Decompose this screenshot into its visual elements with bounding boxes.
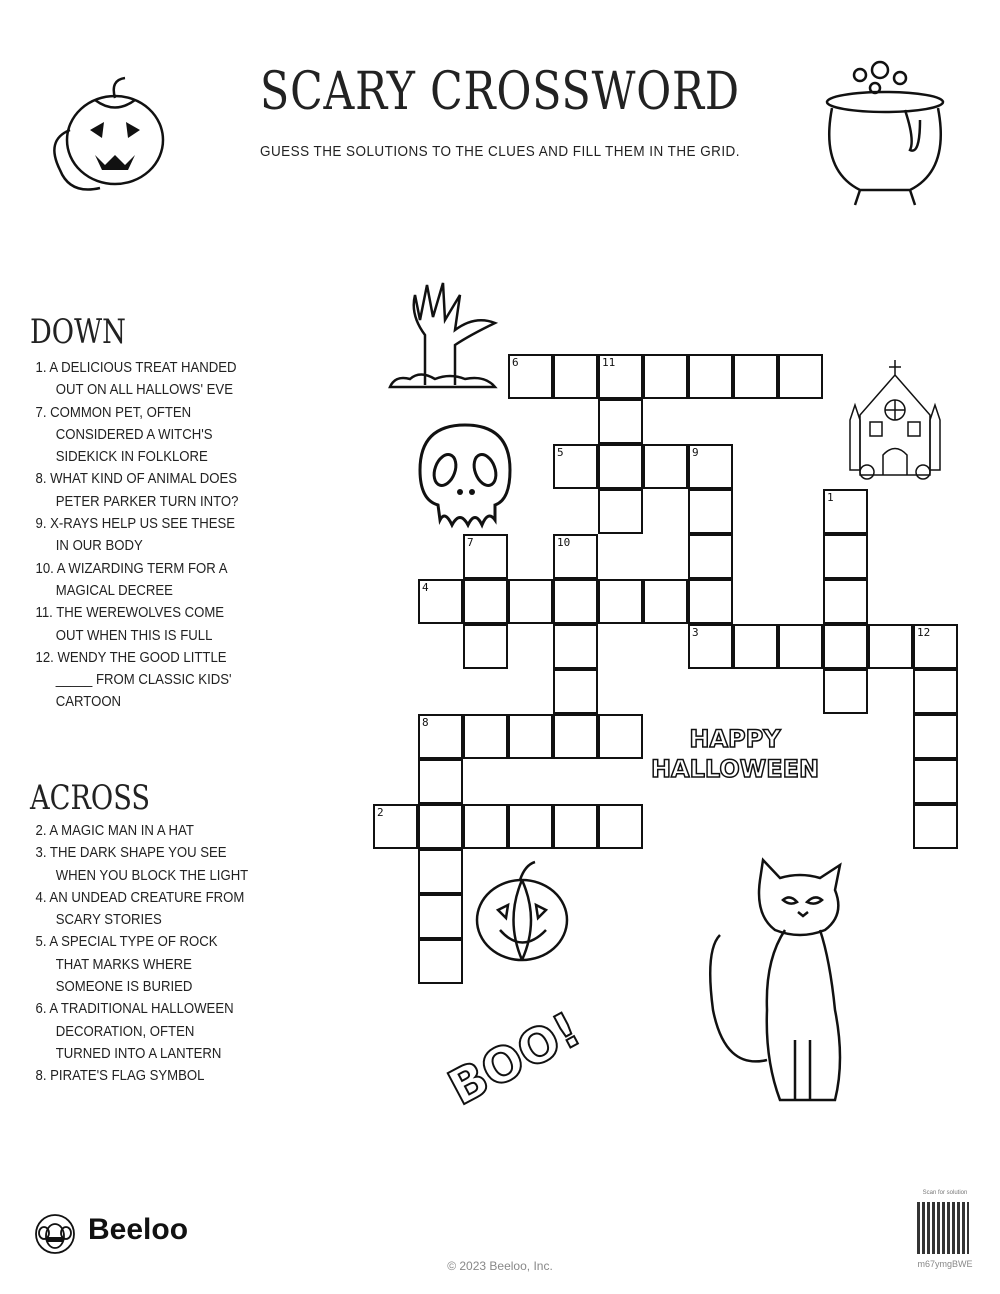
- grid-cell[interactable]: [823, 669, 868, 714]
- down-clue: 7. COMMON PET, OFTEN CONSIDERED A WITCH'S SIDEKICK IN FOLKLORE: [35, 404, 213, 466]
- across-clue: 5. A SPECIAL TYPE OF ROCK THAT MARKS WHERE SOMEONE IS BURIED: [35, 934, 218, 996]
- qr-code[interactable]: [917, 1202, 969, 1254]
- qr-code-id: m67ymgBWE: [917, 1259, 973, 1269]
- down-clue: 8. WHAT KIND OF ANIMAL DOES PETER PARKER TURN INTO?: [35, 471, 239, 510]
- clue-number: 6: [512, 356, 519, 369]
- grid-cell[interactable]: [823, 579, 868, 624]
- boo-illustration: [430, 1000, 600, 1117]
- zombie-hand-illustration: [385, 275, 505, 395]
- across-clue: 8. PIRATE'S FLAG SYMBOL: [35, 1068, 205, 1085]
- grid-cell[interactable]: [598, 714, 643, 759]
- across-clue: 4. AN UNDEAD CREATURE FROM SCARY STORIES: [35, 889, 245, 929]
- clue-number: 9: [692, 446, 699, 459]
- grid-cell[interactable]: [913, 669, 958, 714]
- grid-cell[interactable]: [463, 804, 508, 849]
- clue-number: 4: [422, 581, 429, 594]
- grid-cell[interactable]: [553, 579, 598, 624]
- grid-cell[interactable]: [913, 714, 958, 759]
- clue-number: 5: [557, 446, 564, 459]
- grid-cell[interactable]: [688, 354, 733, 399]
- grid-cell[interactable]: [643, 354, 688, 399]
- grid-cell[interactable]: [553, 354, 598, 399]
- boo-text: BOO!: [439, 1001, 590, 1117]
- grid-cell[interactable]: [643, 444, 688, 489]
- grid-cell[interactable]: [913, 759, 958, 804]
- grid-cell[interactable]: [778, 624, 823, 669]
- grid-cell[interactable]: [823, 624, 868, 669]
- skull-illustration: [410, 420, 520, 530]
- grid-cell[interactable]: [508, 804, 553, 849]
- qr-caption: Scan for solution: [922, 1190, 968, 1196]
- grid-cell[interactable]: [688, 489, 733, 534]
- grid-cell[interactable]: [553, 714, 598, 759]
- across-heading: ACROSS: [30, 778, 151, 818]
- down-clue: 11. THE WEREWOLVES COME OUT WHEN THIS IS FULL: [35, 605, 225, 644]
- grid-cell[interactable]: [688, 534, 733, 579]
- page-title: SCARY CROSSWORD: [260, 62, 740, 122]
- down-clue-list: [30, 357, 270, 714]
- jack-o-lantern-illustration: [40, 70, 180, 200]
- clue-number: 1: [827, 491, 834, 504]
- happy-halloween-illustration: [650, 715, 820, 800]
- beeloo-bee-logo-icon: [35, 1213, 75, 1255]
- across-clue: 6. A TRADITIONAL HALLOWEEN DECORATION, OFTEN TURNED INTO A LANTERN: [35, 1001, 234, 1062]
- grid-cell[interactable]: [598, 399, 643, 444]
- down-clue: 1. A DELICIOUS TREAT HANDED OUT ON ALL HALLOWS' EVE: [35, 360, 237, 399]
- copyright: © 2023 Beeloo, Inc.: [447, 1259, 553, 1273]
- clue-number: 10: [557, 536, 571, 549]
- grid-cell[interactable]: [823, 534, 868, 579]
- grid-cell[interactable]: [598, 489, 643, 534]
- down-heading: DOWN: [30, 312, 126, 352]
- down-clue: 10. A WIZARDING TERM FOR A MAGICAL DECREE: [35, 560, 227, 599]
- down-clue: 9. X-RAYS HELP US SEE THESE IN OUR BODY: [35, 516, 236, 555]
- clue-number: 11: [602, 356, 616, 369]
- grid-cell[interactable]: [418, 849, 463, 894]
- grid-cell[interactable]: [418, 939, 463, 984]
- instructions: GUESS THE SOLUTIONS TO THE CLUES AND FILL THEM IN THE GRID.: [260, 143, 740, 160]
- haunted-house-illustration: [845, 360, 945, 490]
- grid-cell[interactable]: [733, 624, 778, 669]
- across-clue-list: [30, 820, 270, 1088]
- clue-number: 3: [692, 626, 699, 639]
- grid-cell[interactable]: [463, 624, 508, 669]
- grid-cell[interactable]: [688, 579, 733, 624]
- across-clue: 3. THE DARK SHAPE YOU SEE WHEN YOU BLOCK THE LIGHT: [35, 845, 249, 884]
- grid-cell[interactable]: [553, 624, 598, 669]
- across-clue: 2. A MAGIC MAN IN A HAT: [35, 823, 194, 839]
- grid-cell[interactable]: [418, 804, 463, 849]
- grid-cell[interactable]: [598, 579, 643, 624]
- grid-cell[interactable]: [463, 579, 508, 624]
- cat-illustration: [695, 860, 875, 1110]
- cauldron-illustration: [820, 60, 960, 210]
- grid-cell[interactable]: [553, 669, 598, 714]
- happy-halloween-text: HAPPY HALLOWEEN: [650, 725, 820, 783]
- grid-cell[interactable]: [463, 714, 508, 759]
- clue-number: 2: [377, 806, 384, 819]
- grid-cell[interactable]: [508, 714, 553, 759]
- brand-name: Beeloo: [88, 1213, 189, 1246]
- grid-cell[interactable]: [733, 354, 778, 399]
- clue-number: 8: [422, 716, 429, 729]
- grid-cell[interactable]: [778, 354, 823, 399]
- grid-cell[interactable]: [418, 759, 463, 804]
- grid-cell[interactable]: [643, 579, 688, 624]
- clue-number: 7: [467, 536, 474, 549]
- grid-cell[interactable]: [598, 804, 643, 849]
- grid-cell[interactable]: [508, 579, 553, 624]
- pumpkin-illustration: [470, 860, 580, 970]
- clue-number: 12: [917, 626, 931, 639]
- grid-cell[interactable]: [598, 444, 643, 489]
- down-clue: 12. WENDY THE GOOD LITTLE _____ FROM CLASSIC KIDS' CARTOON: [35, 649, 232, 711]
- grid-cell[interactable]: [553, 804, 598, 849]
- grid-cell[interactable]: [913, 804, 958, 849]
- grid-cell[interactable]: [868, 624, 913, 669]
- grid-cell[interactable]: [418, 894, 463, 939]
